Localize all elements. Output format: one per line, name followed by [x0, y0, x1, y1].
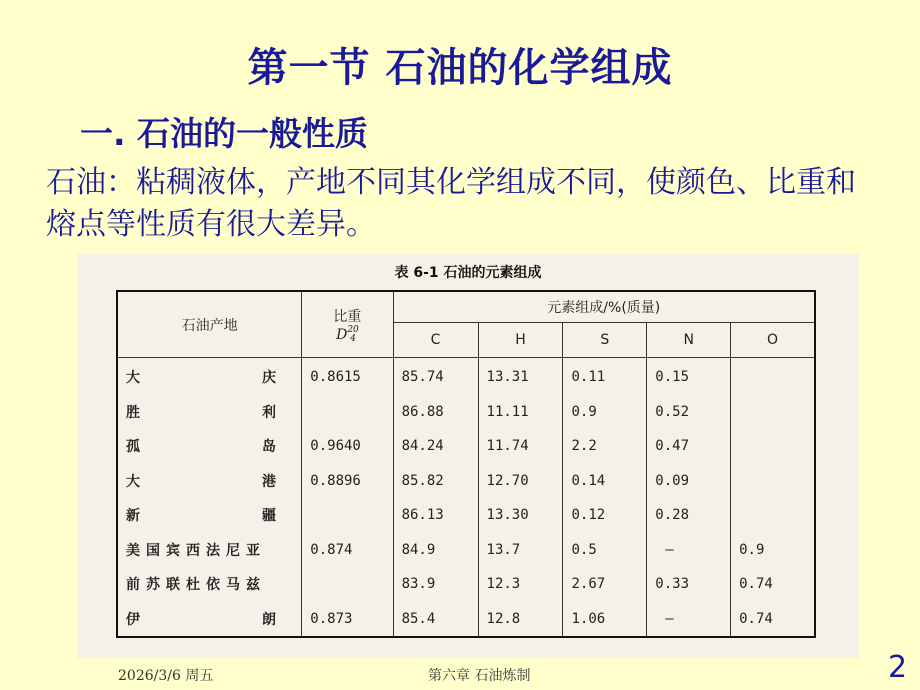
- origin-first-char: 孤: [126, 439, 140, 456]
- density-cell: [302, 498, 393, 533]
- density-cell: 0.873: [302, 602, 393, 638]
- hydrogen-cell: 12.3: [478, 567, 563, 602]
- origin-last-char: 朗: [262, 611, 276, 628]
- origin-cell: [117, 429, 302, 464]
- origin-last-char: 利: [262, 404, 276, 421]
- origin-first-char: 大: [126, 370, 140, 387]
- nitrogen-cell: 0.09: [647, 464, 731, 499]
- oxygen-cell: [731, 429, 815, 464]
- origin-first-char: 胜: [126, 404, 140, 421]
- element-composition-table: [116, 290, 816, 638]
- header-density-symbol: [310, 326, 384, 344]
- sulfur-cell: 0.11: [563, 358, 647, 395]
- density-cell: [302, 395, 393, 430]
- nitrogen-cell: 0.52: [647, 395, 731, 430]
- sulfur-cell: 0.14: [563, 464, 647, 499]
- hydrogen-cell: 11.11: [478, 395, 563, 430]
- table-row: [117, 429, 815, 464]
- carbon-cell: 84.24: [393, 429, 478, 464]
- sulfur-cell: 2.67: [563, 567, 647, 602]
- density-cell: 0.9640: [302, 429, 393, 464]
- nitrogen-cell: 0.47: [647, 429, 731, 464]
- carbon-cell: 85.74: [393, 358, 478, 395]
- origin-cell: [117, 498, 302, 533]
- hydrogen-cell: 12.8: [478, 602, 563, 638]
- header-composition: 元素组成/%(质量): [393, 291, 815, 323]
- density-symbol-letter: D: [336, 326, 348, 343]
- hydrogen-cell: 13.7: [478, 533, 563, 568]
- carbon-cell: 83.9: [393, 567, 478, 602]
- oxygen-cell: [731, 395, 815, 430]
- origin-last-char: 庆: [262, 370, 276, 387]
- density-cell: 0.8615: [302, 358, 393, 395]
- table-row: [117, 602, 815, 638]
- table-caption: 表 6-1 石油的元素组成: [394, 265, 542, 281]
- footer-chapter: 第六章 石油炼制: [428, 668, 531, 684]
- header-element-n: N: [647, 323, 731, 358]
- table-row: [117, 464, 815, 499]
- nitrogen-cell: —: [647, 602, 731, 638]
- hydrogen-cell: 13.31: [478, 358, 563, 395]
- density-symbol-sup: 20: [347, 324, 359, 335]
- carbon-cell: 86.88: [393, 395, 478, 430]
- origin-last-char: 港: [262, 473, 276, 490]
- hydrogen-cell: 11.74: [478, 429, 563, 464]
- origin-first-char: 伊: [126, 611, 140, 628]
- header-element-h: H: [478, 323, 563, 358]
- density-cell: [302, 567, 393, 602]
- oxygen-cell: 0.9: [731, 533, 815, 568]
- nitrogen-cell: —: [647, 533, 731, 568]
- density-symbol-scripts: [347, 326, 358, 344]
- origin-first-char: 新: [126, 508, 140, 525]
- carbon-cell: 85.82: [393, 464, 478, 499]
- origin-first-char: 大: [126, 473, 140, 490]
- table-row: [117, 567, 815, 602]
- header-density: [302, 291, 393, 358]
- section-heading: 一. 石油的一般性质: [80, 114, 369, 153]
- header-element-c: C: [393, 323, 478, 358]
- oxygen-cell: 0.74: [731, 567, 815, 602]
- table-row: [117, 358, 815, 395]
- carbon-cell: 85.4: [393, 602, 478, 638]
- density-cell: 0.8896: [302, 464, 393, 499]
- density-symbol-sub: 4: [350, 333, 356, 344]
- sulfur-cell: 0.12: [563, 498, 647, 533]
- nitrogen-cell: 0.15: [647, 358, 731, 395]
- table-row: [117, 498, 815, 533]
- slide-title: 第一节 石油的化学组成: [247, 45, 673, 91]
- table-row: [117, 395, 815, 430]
- header-origin: 石油产地: [117, 291, 302, 358]
- nitrogen-cell: 0.28: [647, 498, 731, 533]
- sulfur-cell: 1.06: [563, 602, 647, 638]
- origin-cell: [117, 464, 302, 499]
- origin-last-char: 岛: [262, 439, 276, 456]
- page-number: 2: [888, 650, 908, 685]
- origin-cell: 前苏联杜依马兹: [126, 577, 266, 594]
- header-density-label: 比重: [333, 308, 362, 325]
- body-paragraph: 石油：粘稠液体，产地不同其化学组成不同，使颜色、比重和熔点等性质有很大差异。: [46, 165, 856, 242]
- oxygen-cell: [731, 498, 815, 533]
- table-row: [117, 533, 815, 568]
- scanned-table-image: [77, 254, 859, 658]
- oxygen-cell: 0.74: [731, 602, 815, 638]
- footer-date: 2026/3/6 周五: [118, 668, 214, 684]
- header-element-s: S: [563, 323, 647, 358]
- origin-cell: [117, 395, 302, 430]
- origin-last-char: 疆: [262, 508, 276, 525]
- hydrogen-cell: 13.30: [478, 498, 563, 533]
- header-element-o: O: [731, 323, 815, 358]
- oxygen-cell: [731, 464, 815, 499]
- oxygen-cell: [731, 358, 815, 395]
- carbon-cell: 84.9: [393, 533, 478, 568]
- origin-cell: [117, 602, 302, 638]
- origin-cell: [117, 358, 302, 395]
- density-cell: 0.874: [302, 533, 393, 568]
- hydrogen-cell: 12.70: [478, 464, 563, 499]
- sulfur-cell: 2.2: [563, 429, 647, 464]
- nitrogen-cell: 0.33: [647, 567, 731, 602]
- sulfur-cell: 0.9: [563, 395, 647, 430]
- sulfur-cell: 0.5: [563, 533, 647, 568]
- carbon-cell: 86.13: [393, 498, 478, 533]
- origin-cell: 美国宾西法尼亚: [126, 542, 266, 559]
